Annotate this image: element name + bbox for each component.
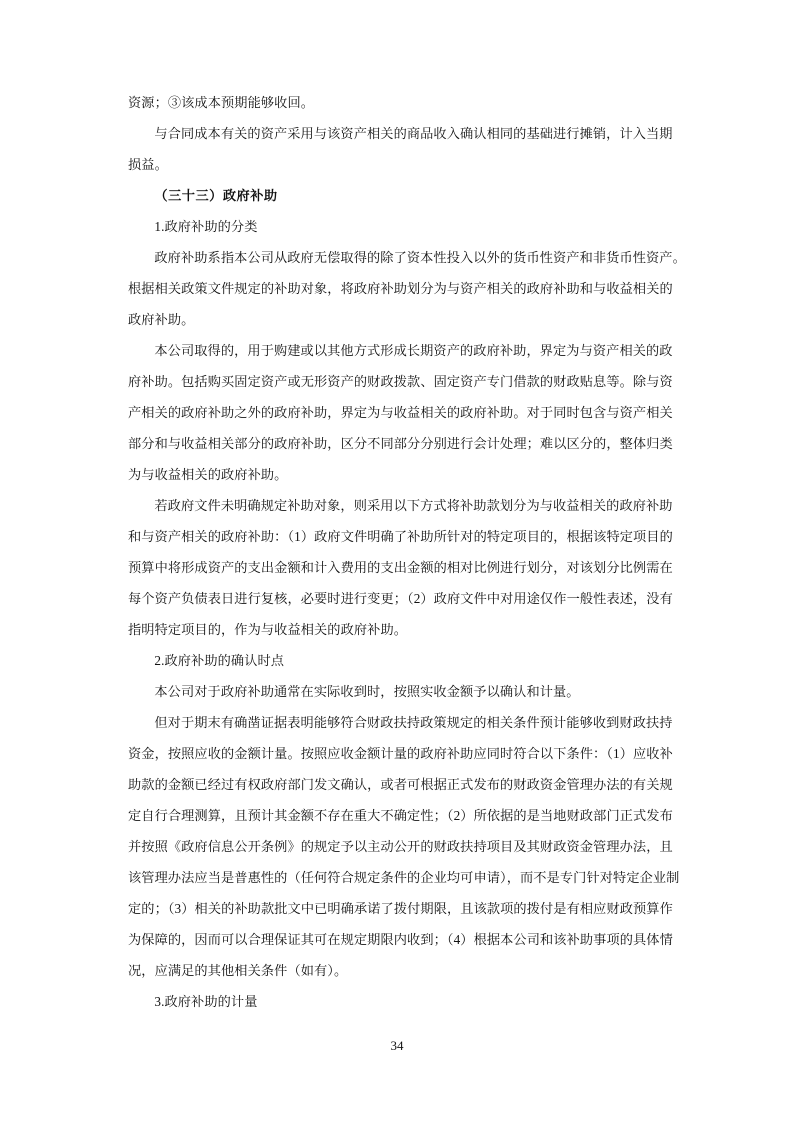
text-line: 本公司取得的，用于购建或以其他方式形成长期资产的政府补助，界定为与资产相关的政 [154, 343, 673, 358]
text-line: 但对于期末有确凿证据表明能够符合财政扶持政策规定的相关条件预计能够收到财政扶持 [154, 715, 673, 730]
text-line: 产相关的政府补助之外的政府补助，界定为与收益相关的政府补助。对于同时包含与资产相关 [128, 405, 673, 420]
text-line: 定的；（3）相关的补助款批文中已明确承诺了拨付期限，且该款项的拨付是有相应财政预算作 [128, 901, 673, 916]
text-line: 每个资产负债表日进行复核，必要时进行变更；（2）政府文件中对用途仅作一般性表述，没有 [128, 591, 673, 606]
text-line: 资金，按照应收的金额计量。按照应收金额计量的政府补助应同时符合以下条件：（1）应收补 [128, 746, 673, 761]
text-line: 府补助。包括购买固定资产或无形资产的财政拨款、固定资产专门借款的财政贴息等。除与资 [128, 374, 673, 389]
text-line: 该管理办法应当是普惠性的（任何符合规定条件的企业均可申请），而不是专门针对特定企业制 [128, 870, 680, 885]
text-line: 本公司对于政府补助通常在实际收到时，按照实收金额予以确认和计量。 [154, 684, 580, 699]
text-line: 根据相关政策文件规定的补助对象，将政府补助划分为与资产相关的政府补助和与收益相关的 [128, 281, 673, 296]
text-line: 政府补助。 [128, 312, 195, 327]
page-number: 34 [390, 1038, 404, 1053]
text-line: 和与资产相关的政府补助：（1）政府文件明确了补助所针对的特定项目的，根据该特定项目的 [128, 529, 673, 544]
text-line: 助款的金额已经过有权政府部门发文确认，或者可根据正式发布的财政资金管理办法的有关规 [128, 777, 673, 792]
page-content [128, 87, 686, 1017]
text-line: 政府补助系指本公司从政府无偿取得的除了资本性投入以外的货币性资产和非货币性资产。 [154, 250, 686, 265]
text-line: 定自行合理测算，且预计其金额不存在重大不确定性；（2）所依据的是当地财政部门正式发布 [128, 808, 673, 823]
subsection-heading: 1.政府补助的分类 [154, 219, 258, 234]
text-line: 并按照《政府信息公开条例》的规定予以主动公开的财政扶持项目及其财政资金管理办法，且 [128, 839, 673, 854]
subsection-heading: 3.政府补助的计量 [154, 994, 258, 1009]
text-line: 为与收益相关的政府补助。 [128, 467, 288, 482]
text-line: 资源；③该成本预期能够收回。 [128, 95, 315, 110]
text-line: 预算中将形成资产的支出金额和计入费用的支出金额的相对比例进行划分，对该划分比例需在 [128, 560, 673, 575]
text-line: 为保障的，因而可以合理保证其可在规定期限内收到；（4）根据本公司和该补助事项的具体情 [128, 932, 673, 947]
text-line: 部分和与收益相关部分的政府补助，区分不同部分分别进行会计处理；难以区分的，整体归类 [128, 436, 673, 451]
text-line: 与合同成本有关的资产采用与该资产相关的商品收入确认相同的基础进行摊销，计入当期 [154, 126, 673, 141]
text-line: 若政府文件未明确规定补助对象，则采用以下方式将补助款划分为与收益相关的政府补助 [154, 498, 673, 513]
subsection-heading: 2.政府补助的确认时点 [154, 653, 285, 668]
section-heading: （三十三）政府补助 [154, 188, 278, 203]
text-line: 损益。 [128, 157, 168, 172]
text-line: 指明特定项目的，作为与收益相关的政府补助。 [128, 622, 408, 637]
text-line: 况，应满足的其他相关条件（如有）。 [128, 963, 348, 978]
